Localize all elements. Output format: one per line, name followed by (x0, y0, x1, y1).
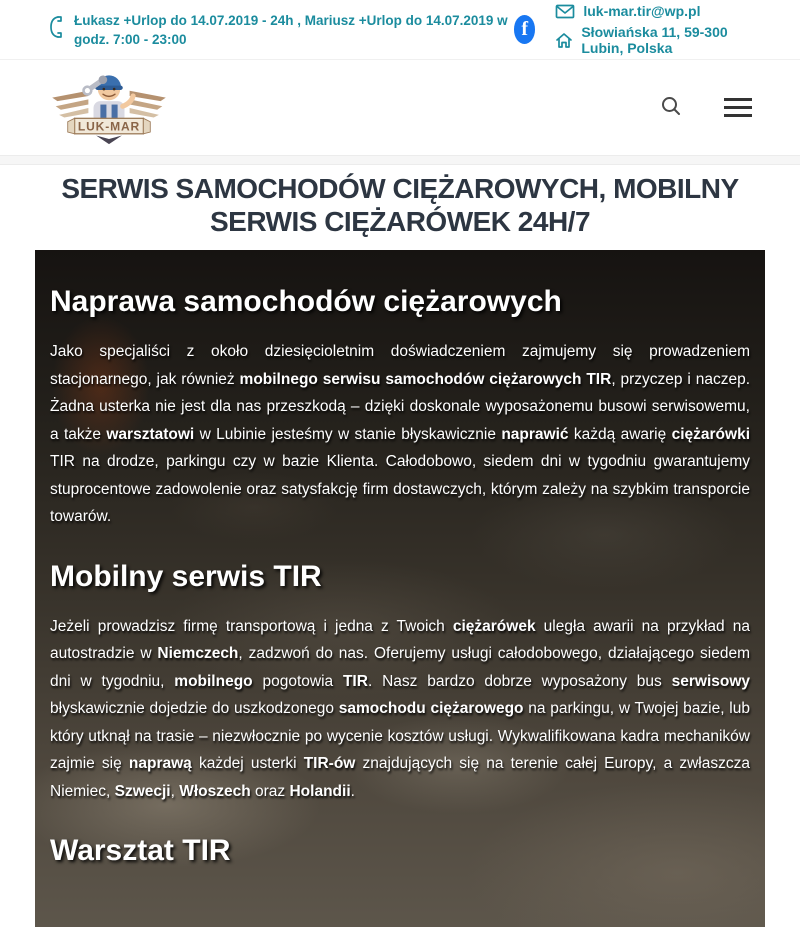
street-address: Słowiańska 11, 59-300 Lubin, Polska (581, 24, 728, 56)
logo-banner (68, 118, 151, 144)
hamburger-menu-icon[interactable] (724, 93, 752, 122)
site-header (0, 60, 800, 155)
phone-contact (48, 11, 514, 49)
search-icon[interactable] (660, 95, 682, 120)
topbar (0, 0, 800, 60)
email-row[interactable] (555, 3, 700, 19)
section-heading-mobilny-serwis: Mobilny serwis TIR (50, 559, 322, 593)
contact-right (514, 3, 752, 56)
svg-text:LUK-MAR: LUK-MAR (77, 118, 141, 133)
section-heading-naprawa: Naprawa samochodów ciężarowych (50, 285, 562, 318)
home-icon (555, 32, 573, 49)
logo-mechanic (80, 73, 133, 123)
header-actions (660, 93, 752, 122)
email-address: luk-mar.tir@wp.pl (583, 3, 701, 19)
page-title (0, 165, 800, 250)
section-heading-warsztat: Warsztat TIR (50, 834, 231, 867)
section-paragraph-mobilny-serwis: Jeżeli prowadzisz firmę transportową i jedna z Twoich ciężarówek uległa awarii na przykład na autostradzie w Niemczech, zadzwoń do nas. Oferujemy usługi całodobowego, działającego siedem dni w tygodniu, mobilnego pogotowia TIR. Nasz bardzo dobrze wyposażony bus serwisowy błyskawicznie dojedzie do uszkodzonego samochodu ciężarowego na parkingu, w Twojej bazie, lub który utknął na trasie – niezwłocznie po wycenie kosztów usługi. Wykwalifikowana kadra mechaników zajmie się naprawą każdej usterki TIR-ów znajdujących się na terenie całej Europy, a zwłaszcza Niemiec, Szwecji, Włoszech oraz Holandii. (50, 617, 751, 800)
page-title-line2: SERWIS CIĘŻARÓWEK 24H/7 (209, 206, 591, 237)
article-engine-background (35, 250, 765, 927)
facebook-icon[interactable]: f (514, 15, 535, 44)
phone-icon (48, 14, 64, 45)
header-divider (0, 155, 800, 165)
address-row (555, 24, 752, 56)
luk-mar-logo[interactable] (48, 65, 170, 151)
phone-availability-text: Łukasz +Urlop do 14.07.2019 - 24h , Mariusz +Urlop do 14.07.2019 w godz. 7:00 - 23:00 (74, 12, 508, 47)
page-title-line1: SERWIS SAMOCHODÓW CIĘŻAROWYCH, MOBILNY (61, 173, 739, 204)
envelope-icon (555, 4, 575, 19)
section-paragraph-naprawa: Jako specjaliści z około dziesięcioletnim doświadczeniem zajmujemy się prowadzeniem stacjonarnego, jak również mobilnego serwisu samochodów ciężarowych TIR, przyczep i naczep. Żadna usterka nie jest dla nas przeszkodą – dzięki doskonale wyposażonemu busowi serwisowemu, a także warsztatowi w Lubinie jesteśmy w stanie błyskawicznie naprawić każdą awarię ciężarówki TIR na drodze, parkingu czy w bazie Klienta. Całodobowo, siedem dni w tygodniu gwarantujemy stuprocentowe zadowolenie oraz satysfakcję firm dostawczych, którym zależy na szybkim transporcie towarów. (50, 343, 751, 525)
